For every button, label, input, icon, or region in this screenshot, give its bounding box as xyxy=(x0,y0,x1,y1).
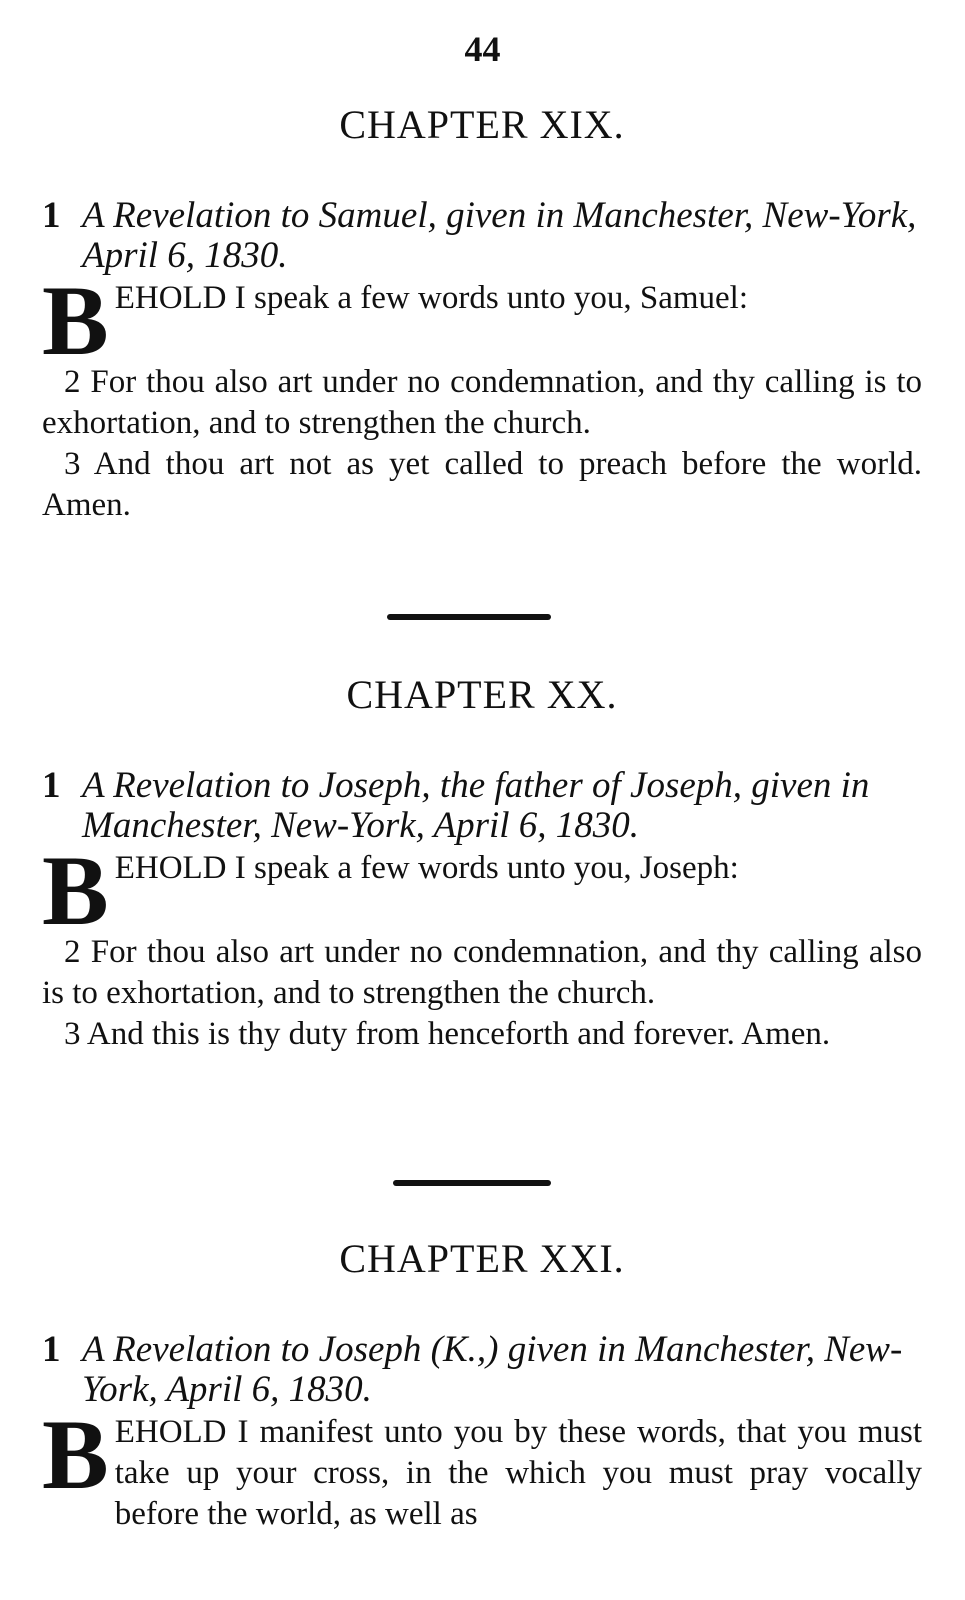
verse-1: EHOLD I speak a few words unto you, Joseph: xyxy=(114,850,739,886)
page-number: 44 xyxy=(464,29,501,69)
chapter-xxi xyxy=(42,1234,922,1535)
verse-2: 2 For thou also art under no condemnation, and thy calling is to exhortation, and to strengthen the church. xyxy=(42,364,922,441)
verse-3: 3 And thou art not as yet called to preach before the world. Amen. xyxy=(42,446,922,523)
verse-1: EHOLD I manifest unto you by these words, that you must take up your cross, in the which you must pray vocally before the world, as well as xyxy=(114,1414,922,1532)
chapter-xx xyxy=(42,670,922,1055)
chapter-heading xyxy=(42,766,922,846)
chapter-body xyxy=(42,265,922,526)
heading-number: 1 xyxy=(42,1329,61,1370)
drop-cap: B xyxy=(42,1399,109,1510)
chapter-body xyxy=(42,835,922,1055)
verse-1: EHOLD I speak a few words unto you, Samuel: xyxy=(114,280,748,316)
verse-2: 2 For thou also art under no condemnation, and thy calling also is to exhortation, and to strengthen the church. xyxy=(42,934,922,1011)
section-divider xyxy=(393,1180,551,1186)
chapter-heading xyxy=(42,196,922,276)
verse-3: 3 And this is thy duty from henceforth and forever. Amen. xyxy=(64,1016,831,1052)
chapter-title: CHAPTER XX. xyxy=(346,672,618,717)
drop-cap: B xyxy=(42,265,109,376)
chapter-title: CHAPTER XIX. xyxy=(339,102,625,147)
heading-number: 1 xyxy=(42,195,61,236)
section-divider xyxy=(387,614,551,620)
chapter-title: CHAPTER XXI. xyxy=(339,1236,625,1281)
drop-cap: B xyxy=(42,835,109,946)
heading-number: 1 xyxy=(42,765,61,806)
heading-text: A Revelation to Samuel, given in Manchester, New-York, April 6, 1830. xyxy=(82,195,917,276)
heading-text: A Revelation to Joseph (K.,) given in Manchester, New-York, April 6, 1830. xyxy=(82,1329,903,1410)
chapter-xix xyxy=(42,100,922,526)
chapter-body xyxy=(42,1399,922,1535)
heading-text: A Revelation to Joseph, the father of Joseph, given in Manchester, New-York, April 6, 1830. xyxy=(82,765,870,846)
chapter-heading xyxy=(42,1330,922,1410)
